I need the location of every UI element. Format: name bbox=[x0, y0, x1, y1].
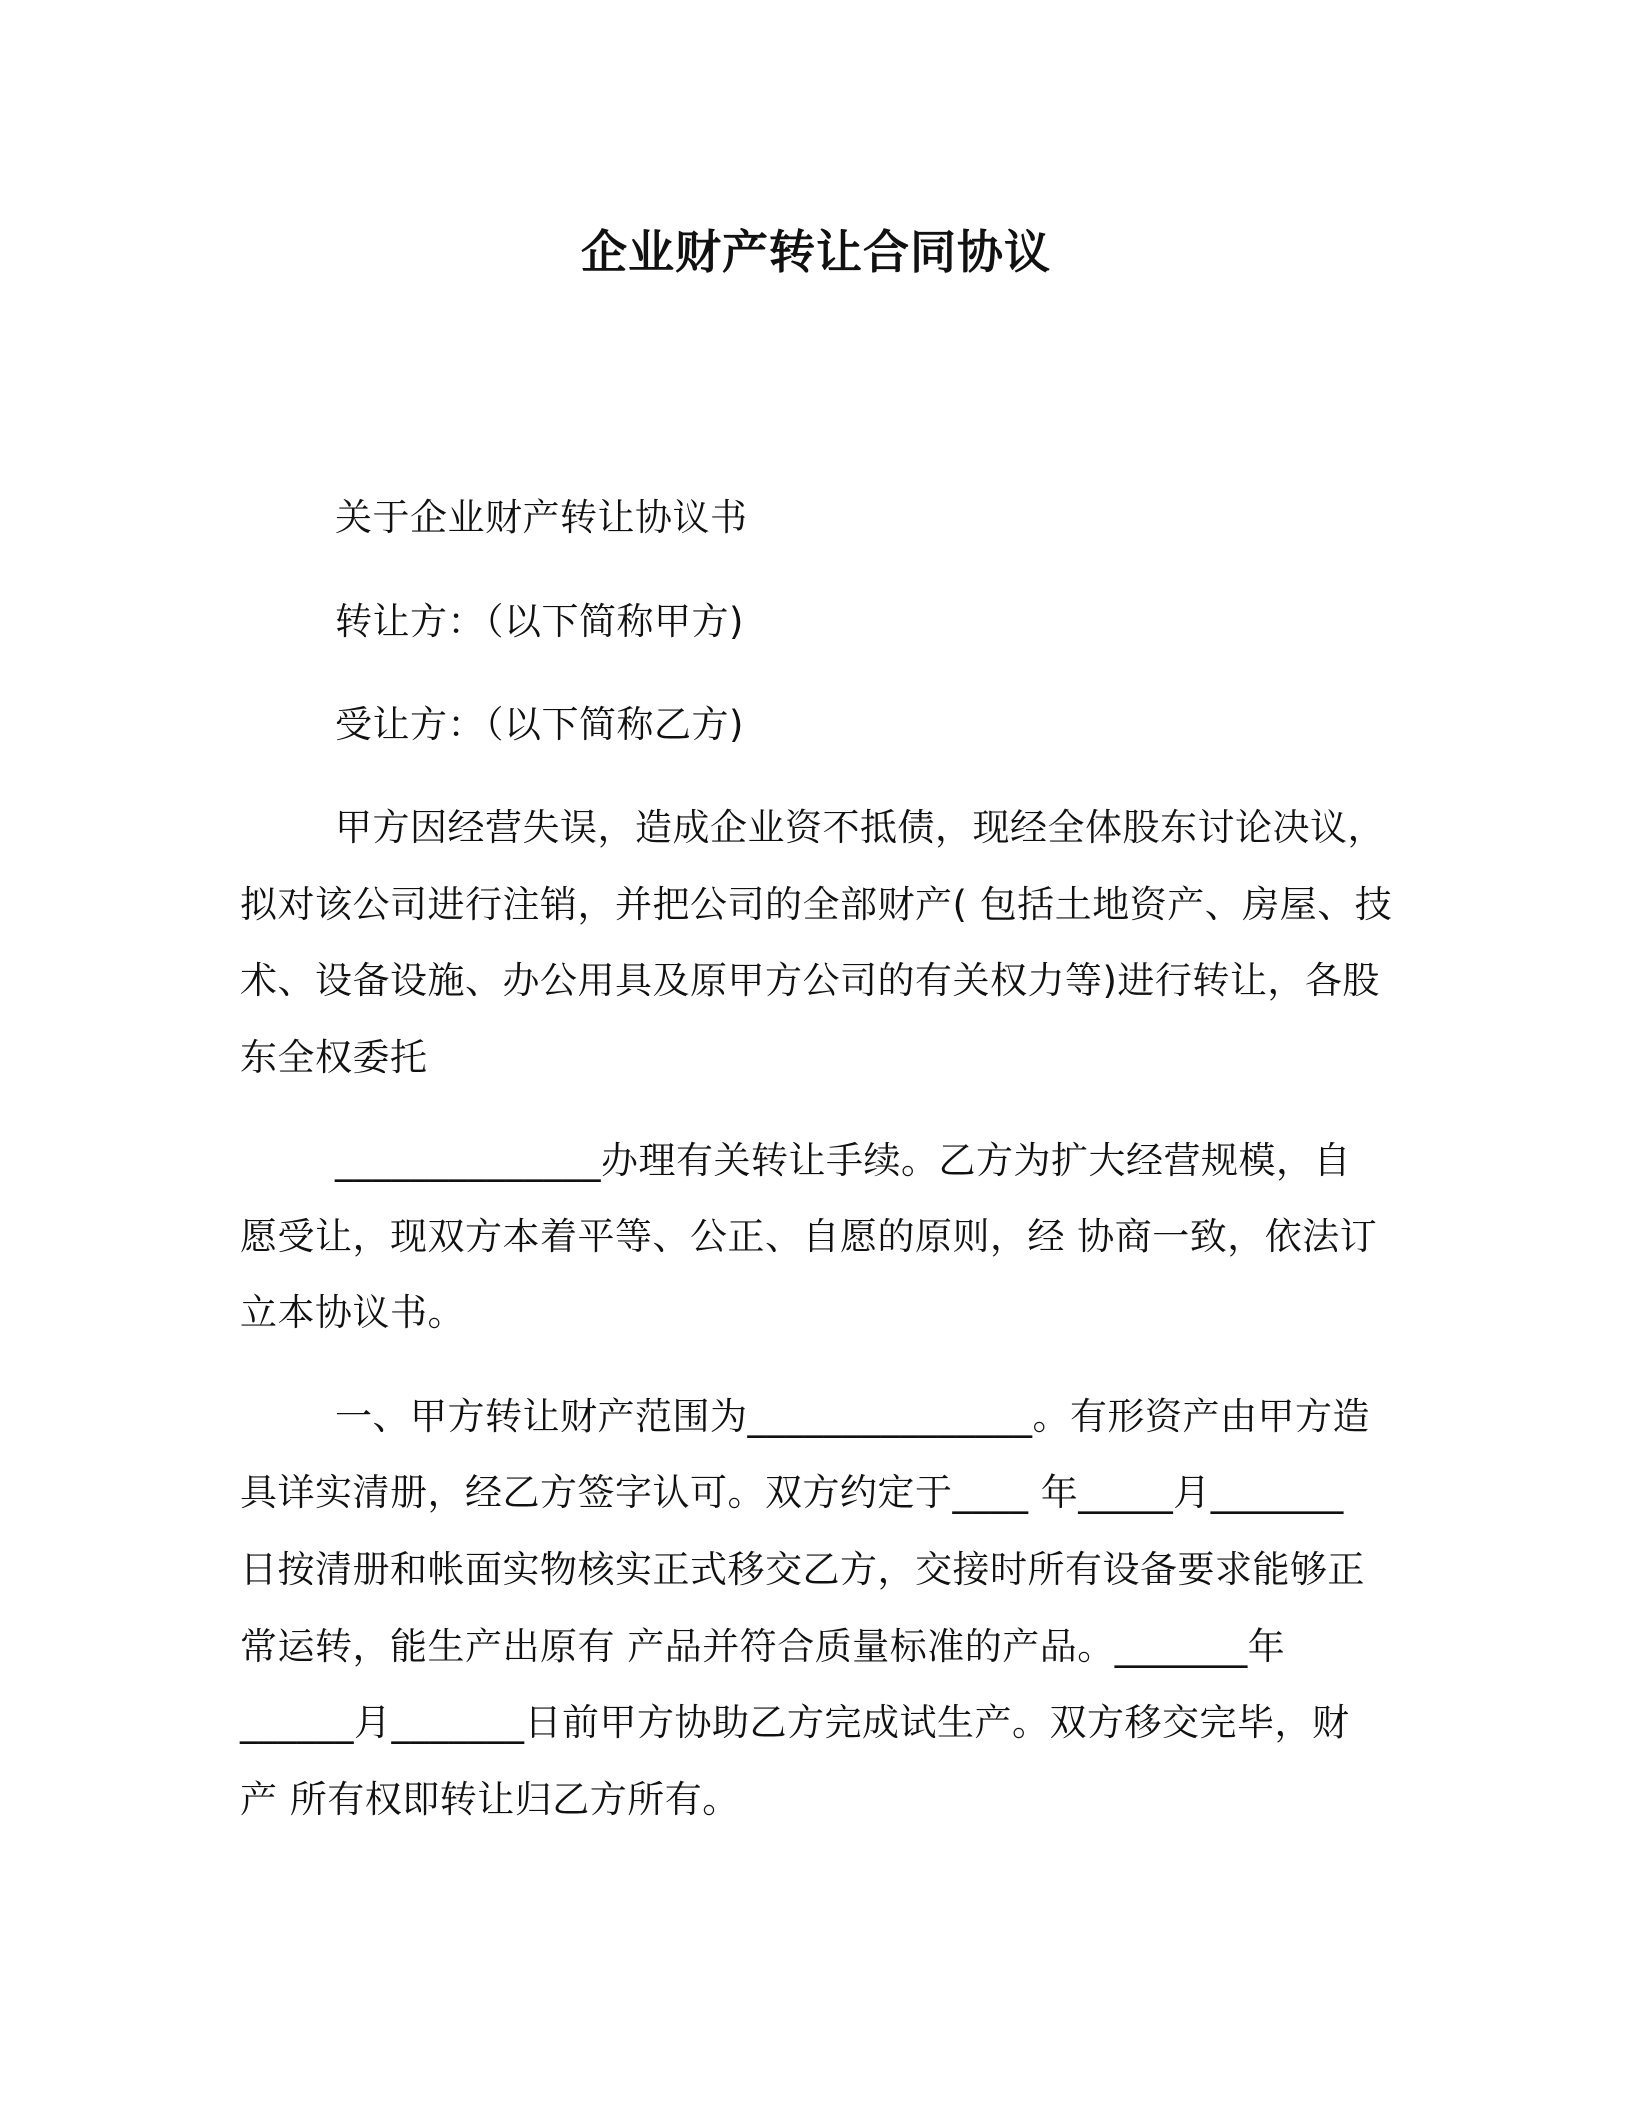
paragraph-3-line: 常运转，能生产出原有 产品并符合质量标准的产品。_______年 bbox=[240, 1625, 1286, 1668]
document-title: 企业财产转让合同协议 bbox=[581, 225, 1051, 279]
paragraph-3-line: 日按清册和帐面实物核实正式移交乙方，交接时所有设备要求能够正 bbox=[240, 1548, 1365, 1591]
paragraph-3-line: 产 所有权即转让归乙方所有。 bbox=[240, 1778, 740, 1821]
transferee-line: 受让方：（以下简称乙方) bbox=[335, 703, 744, 746]
paragraph-2-line: 立本协议书。 bbox=[240, 1291, 465, 1334]
paragraph-3-line: 一、甲方转让财产范围为_______________。有形资产由甲方造 bbox=[335, 1395, 1370, 1438]
document-subtitle: 关于企业财产转让协议书 bbox=[335, 496, 748, 539]
paragraph-1-line: 甲方因经营失误，造成企业资不抵债，现经全体股东讨论决议， bbox=[335, 806, 1385, 849]
paragraph-1-line: 东全权委托 bbox=[240, 1036, 428, 1079]
paragraph-3-line: ______月_______日前甲方协助乙方完成试生产。双方移交完毕，财 bbox=[240, 1701, 1350, 1744]
paragraph-2-line: 愿受让，现双方本着平等、公正、自愿的原则，经 协商一致，依法订 bbox=[240, 1215, 1378, 1258]
paragraph-3-line: 具详实清册，经乙方签字认可。双方约定于____ 年_____月_______ bbox=[240, 1471, 1344, 1514]
paragraph-1-line: 拟对该公司进行注销，并把公司的全部财产( 包括土地资产、房屋、技 bbox=[240, 883, 1393, 926]
paragraph-2-line: ______________办理有关转让手续。乙方为扩大经营规模，自 bbox=[335, 1139, 1351, 1182]
transferor-line: 转让方：（以下简称甲方) bbox=[335, 600, 744, 643]
paragraph-1-line: 术、设备设施、办公用具及原甲方公司的有关权力等)进行转让，各股 bbox=[240, 959, 1380, 1002]
